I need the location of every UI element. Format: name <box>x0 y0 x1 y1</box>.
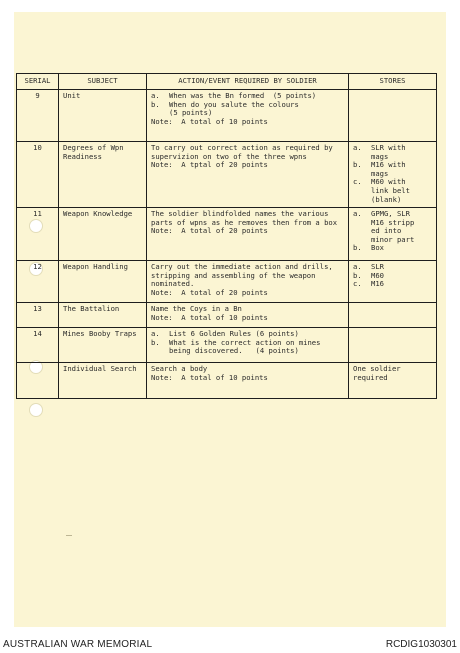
action-cell <box>147 90 349 142</box>
table-row <box>17 208 437 261</box>
stores-item-text: M60 <box>371 270 384 280</box>
table-row <box>17 328 437 363</box>
action-item <box>151 101 344 118</box>
stores-item-text: SLR <box>371 262 384 271</box>
action-text: stripping and assembling of the weapon <box>151 270 316 280</box>
action-text: Note: A total of 10 points <box>151 312 268 322</box>
action-item-text: When do you salute the colours (5 points) <box>169 99 299 118</box>
stores-item <box>353 161 432 178</box>
serial-cell: 9 <box>17 90 59 142</box>
subject-cell <box>59 142 147 208</box>
stores-cell <box>349 142 437 208</box>
subject-cell <box>59 90 147 142</box>
action-text: nominated. <box>151 279 195 289</box>
header-stores: STORES <box>349 74 437 90</box>
stores-text: One soldier <box>353 364 401 373</box>
stores-item <box>353 144 432 161</box>
action-text: Note: A total of 10 points <box>151 372 268 382</box>
action-text: Name the Coys in a Bn <box>151 304 242 313</box>
subject-cell <box>59 363 147 399</box>
table-row <box>17 142 437 208</box>
serial-cell: 13 <box>17 303 59 328</box>
stores-item-text: M16 <box>371 279 384 289</box>
action-item-label: a. <box>151 329 160 338</box>
action-text: Carry out the immediate action and drills, <box>151 262 333 271</box>
stores-item-text: M16 with mags <box>371 160 406 178</box>
serial-cell: 10 <box>17 142 59 208</box>
stores-item-text: SLR with mags <box>371 143 406 161</box>
stores-item-label: a. <box>353 262 362 271</box>
action-cell <box>147 363 349 399</box>
subject-text: Unit <box>63 91 81 100</box>
action-text: The soldier blindfolded names the various <box>151 209 329 218</box>
action-cell <box>147 142 349 208</box>
stores-item-text: GPMG, SLR M16 stripp ed into minor part <box>371 209 415 244</box>
stores-item <box>353 272 432 281</box>
action-cell <box>147 328 349 363</box>
stores-item-label: a. <box>353 209 362 218</box>
table-row <box>17 303 437 328</box>
table-row <box>17 363 437 399</box>
punch-hole <box>29 403 43 417</box>
stores-item-label: a. <box>353 143 362 152</box>
table-body <box>17 90 437 399</box>
stores-item <box>353 280 432 289</box>
subject-text: Weapon Knowledge <box>63 209 133 218</box>
stores-cell <box>349 363 437 399</box>
action-cell <box>147 261 349 303</box>
subject-text: Degrees of Wpn <box>63 143 124 152</box>
action-cell <box>147 208 349 261</box>
stores-item <box>353 263 432 272</box>
action-text: To carry out correct action as required by <box>151 143 333 152</box>
header-serial: SERIAL <box>17 74 59 90</box>
stores-cell <box>349 208 437 261</box>
stores-item <box>353 178 432 204</box>
stores-item <box>353 210 432 244</box>
action-item-text: When was the Bn formed (5 points) <box>169 91 317 100</box>
action-note: Note: A total of 10 points <box>151 116 268 126</box>
serial-cell <box>17 363 59 399</box>
stores-cell <box>349 328 437 363</box>
subject-text: Individual Search <box>63 364 137 373</box>
requirements-table <box>16 73 437 399</box>
stores-cell <box>349 303 437 328</box>
header-action: ACTION/EVENT REQUIRED BY SOLDIER <box>147 74 349 90</box>
action-item-label: b. <box>151 337 160 347</box>
subject-text: Mines Booby Traps <box>63 329 137 338</box>
stores-item-label: b. <box>353 160 362 170</box>
page-mark <box>66 535 72 536</box>
action-text: parts of wpns as he removes then from a box <box>151 217 338 227</box>
stores-item <box>353 244 432 253</box>
stores-item-text: M60 with link belt (blank) <box>371 177 410 204</box>
subject-text: The Battalion <box>63 304 120 313</box>
action-item-label: b. <box>151 99 160 109</box>
action-item <box>151 339 344 356</box>
subject-text: Readiness <box>63 151 102 161</box>
stores-item-label: b. <box>353 243 362 253</box>
archive-name: AUSTRALIAN WAR MEMORIAL <box>3 639 153 650</box>
archive-footer <box>0 634 460 653</box>
action-text: Note: A total of 20 points <box>151 287 268 297</box>
action-text: Note: A total of 20 points <box>151 226 268 236</box>
header-subject: SUBJECT <box>59 74 147 90</box>
stores-item-label: c. <box>353 177 362 187</box>
table-row <box>17 261 437 303</box>
action-item-text: List 6 Golden Rules (6 points) <box>169 329 299 338</box>
serial-cell: 12 <box>17 261 59 303</box>
subject-cell <box>59 261 147 303</box>
subject-cell <box>59 303 147 328</box>
subject-cell <box>59 208 147 261</box>
subject-text: Weapon Handling <box>63 262 128 271</box>
stores-item-label: c. <box>353 279 362 289</box>
archive-reference: RCDIG1030301 <box>385 639 457 650</box>
action-cell <box>147 303 349 328</box>
table-header-row <box>17 74 437 90</box>
action-item-text: What is the correct action on mines being discovered. (4 points) <box>169 337 321 356</box>
subject-cell <box>59 328 147 363</box>
serial-cell: 14 <box>17 328 59 363</box>
stores-cell <box>349 261 437 303</box>
action-text: supervizion on two of the three wpns <box>151 151 307 161</box>
stores-text: required <box>353 372 388 382</box>
action-item-label: a. <box>151 91 160 100</box>
stores-cell <box>349 90 437 142</box>
serial-cell: 11 <box>17 208 59 261</box>
stores-item-text: Box <box>371 243 384 253</box>
table-row <box>17 90 437 142</box>
action-text: Search a body <box>151 364 208 373</box>
stores-item-label: b. <box>353 270 362 280</box>
action-text: Note: A tptal of 20 points <box>151 160 268 170</box>
